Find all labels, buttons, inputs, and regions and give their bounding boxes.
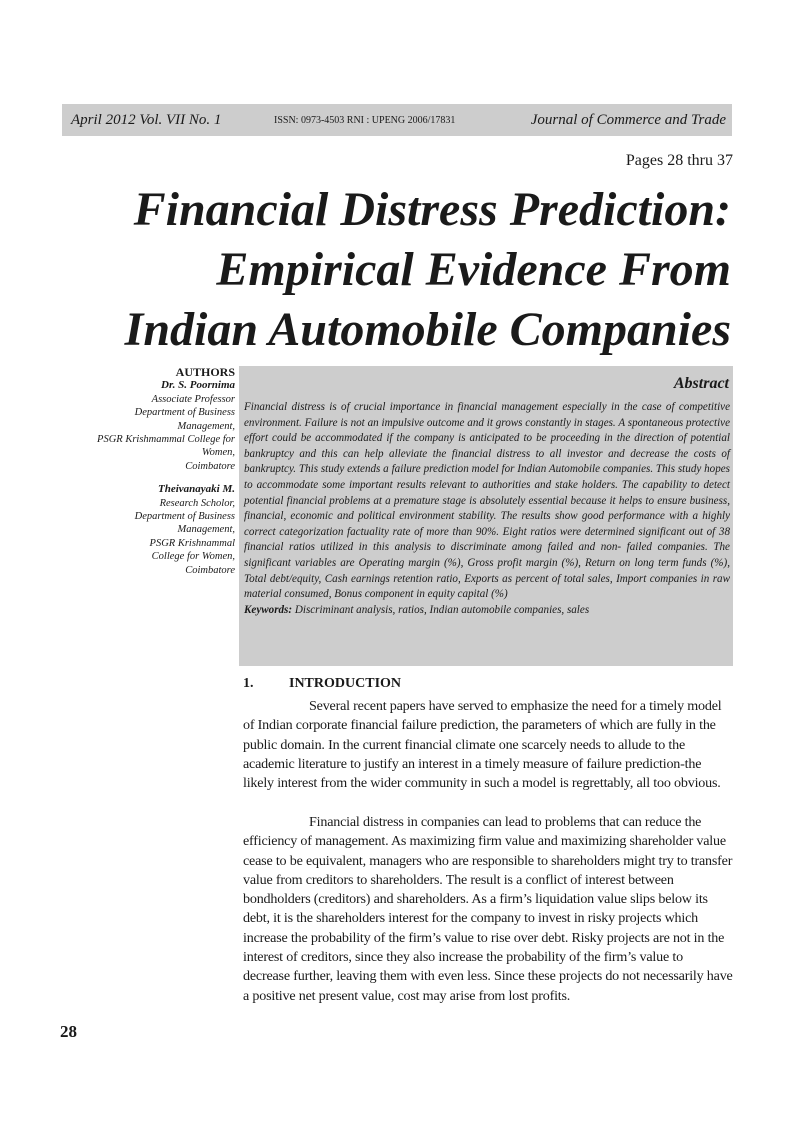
running-header [62, 104, 732, 136]
keywords-text: Discriminant analysis, ratios, Indian automobile companies, sales [292, 603, 590, 616]
title-line: Indian Automobile Companies [124, 303, 731, 356]
author-affiliation: Management, [177, 420, 235, 432]
author-name: Theivanayaki M. [158, 483, 235, 496]
keywords-label: Keywords: [244, 603, 293, 616]
page-number: 28 [60, 1022, 77, 1041]
author-affiliation: College for Women, [151, 551, 235, 563]
author-affiliation: Management, [177, 524, 235, 536]
author-name: Dr. S. Poornima [161, 379, 235, 392]
issue-info: April 2012 Vol. VII No. 1 [71, 112, 222, 128]
journal-name: Journal of Commerce and Trade [530, 112, 726, 128]
abstract-heading: Abstract [673, 375, 729, 392]
author-affiliation: Research Scholor, [159, 497, 235, 509]
author-affiliation: Women, [201, 447, 235, 459]
author-affiliation: Department of Business [134, 511, 235, 523]
author-affiliation: Associate Professor [151, 393, 235, 405]
paragraph [243, 813, 733, 1006]
abstract-body: Financial distress is of crucial importance in financial management especially in the case of competitive environment. Failure is not an impulsive outcome and it grows constantly in stages. A spontaneous protective effort could be accommodated if the company is anticipated to be proceeding in the direction of potential bankruptcy and this can help alleviate the financial distress to all investor and decrease the costs of bankruptcy. This study extends a failure prediction model for Indian Automobile companies. This study hopes to accommodate some important results relevant to authorities and stake holders. The capability to detect potential financial problems at a premature stage is absolutely essential because it helps to ensure business, financial, economic and political environment stability. The results show good performance with a highly correct categorization factuality rate of more than 90%. Eight ratios were determined significant out of 38 financial ratios utilized in this analysis to discriminate among failed and non- failed companies. The significant variables are Operating margin (%), Gross profit margin (%), Return on long term funds (%), Total debt/equity, Cash earnings retention ratio, Exports as percent of total sales, Import companies in raw material consumed, Bonus component in equity capital (%) [244, 401, 730, 601]
section-number: 1. [243, 676, 254, 691]
author-affiliation: PSGR Krishmammal College for [97, 434, 235, 446]
author-affiliation: Coimbatore [185, 564, 235, 576]
paragraph-text: Financial distress in companies can lead to problems that can reduce the efficiency of management. As maximizing firm value and maximizing shareholder value cease to be equivalent, managers who are responsible to shareholders might try to transfer value from creditors to shareholders. The result is a conflict of interest between bondholders (creditors) and shareholders. As a firm’s liquidation value slips below its debt, it is the shareholders interest for the company to invest in risky projects which increase the probability of the firm’s value to rise over debt. Risky projects are not in the interest of creditors, since they also increase the probability of the firm’s value to decrease further, leaving them with even less. Since these projects do not necessarily have a positive net present value, cost may arise from lost profits. [243, 814, 733, 1004]
section-title: INTRODUCTION [289, 676, 402, 691]
author-affiliation: Coimbatore [185, 460, 235, 472]
authors-label: AUTHORS [175, 365, 235, 379]
issn-rni: ISSN: 0973-4503 RNI : UPENG 2006/17831 [274, 115, 456, 126]
paper-title [91, 180, 731, 360]
title-line: Financial Distress Prediction: [133, 183, 731, 236]
abstract-box [239, 366, 733, 666]
abstract-text [244, 400, 730, 618]
author-affiliation: Department of Business [134, 407, 235, 419]
author-affiliation: PSGR Krishnammal [149, 537, 235, 549]
paragraph-text: Several recent papers have served to emphasize the need for a timely model of Indian corporate financial failure prediction, the parameters of which are fully in the public domain. In the current financial climate one scarcely needs to allude to the academic literature to justify an interest in a timely measure of failure prediction-the likely interest from the wider community in such a model is regrettably, all too obvious. [243, 698, 722, 792]
page-range: Pages 28 thru 37 [625, 152, 733, 169]
paragraph [243, 697, 733, 793]
title-line: Empirical Evidence From [216, 243, 731, 296]
section-heading [243, 676, 401, 692]
authors-block [40, 366, 235, 577]
